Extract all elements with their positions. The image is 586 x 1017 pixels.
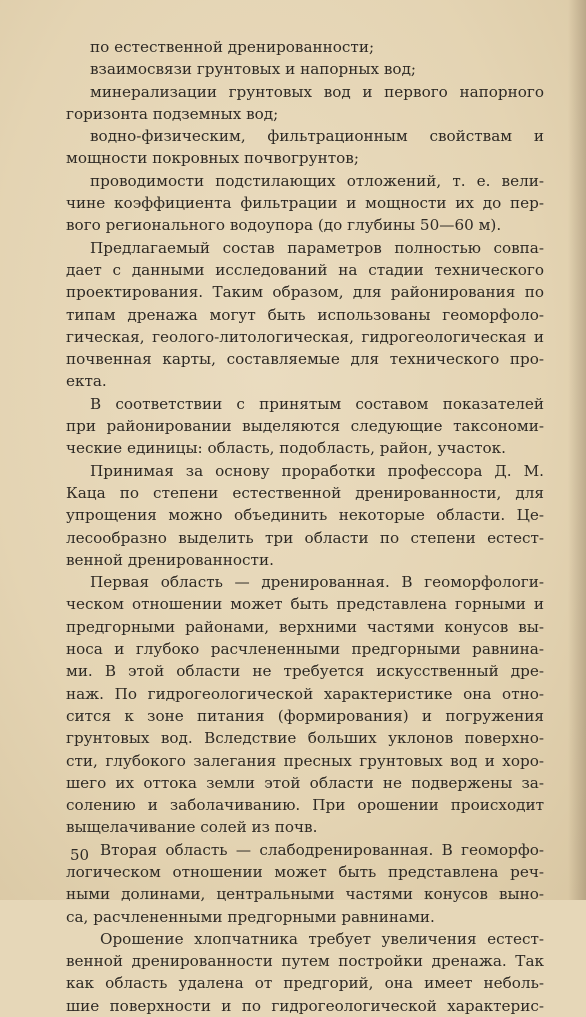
text-line: горизонта подземных вод; (66, 104, 279, 123)
text-line: Принимая за основу проработки профессора Д. М. (90, 461, 544, 480)
text-line: сится к зоне питания (формирования) и погружения (66, 706, 544, 725)
text-line: венной дренированности путем постройки дренажа. Так (66, 952, 544, 971)
text-line: выщелачивание солей из почв. (66, 818, 318, 837)
text-line: шего их оттока земли этой области не подвержены за- (66, 773, 544, 792)
text-line: чине коэффициента фильтрации и мощности их до пер- (66, 194, 544, 213)
text-line: проводимости подстилающих отложений, т. е. вели- (90, 171, 544, 190)
text-line: предгорными районами, верхними частями конусов вы- (66, 617, 544, 636)
body-text (66, 36, 544, 1017)
text-line: шие поверхности и по гидрогеологической характерис- (66, 996, 544, 1015)
text-line: взаимосвязи грунтовых и напорных вод; (90, 60, 417, 79)
text-line: логическом отношении может быть представлена реч- (66, 862, 544, 881)
text-line: В соответствии с принятым составом показателей (90, 394, 544, 413)
text-line: наж. По гидрогеологической характеристике она отно- (66, 684, 544, 703)
text-line: носа и глубоко расчлененными предгорными равнина- (66, 640, 544, 659)
text-line: Орошение хлопчатника требует увеличения естест- (100, 929, 544, 948)
text-line: водно-физическим, фильтрационным свойствам и (90, 127, 544, 146)
text-line: Первая область — дренированная. В геоморфологи- (90, 573, 544, 592)
text-line: дает с данными исследований на стадии технического (66, 260, 544, 279)
text-line: по естественной дренированности; (90, 38, 375, 56)
text-line: почвенная карты, составляемые для технического про- (66, 350, 544, 369)
text-line: Каца по степени естественной дренированности, для (66, 483, 544, 502)
text-line: гическая, геолого-литологическая, гидрогеологическая и (66, 327, 544, 346)
text-line: вого регионального водоупора (до глубины 50—60 м). (66, 216, 502, 235)
text-line: проектирования. Таким образом, для районирования по (66, 283, 544, 302)
text-line: Вторая область — слабодренированная. В геоморфо- (100, 840, 544, 859)
text-line: типам дренажа могут быть использованы геоморфоло- (66, 305, 544, 324)
text-line: ными долинами, центральными частями конусов выно- (66, 885, 544, 904)
text-line: при районировании выделяются следующие таксономи- (66, 417, 544, 436)
text-line: как область удалена от предгорий, она имеет неболь- (66, 974, 544, 993)
text-line: сти, глубокого залегания пресных грунтовых вод и хоро- (66, 751, 544, 770)
text-line: ми. В этой области не требуется искусственный дре- (66, 662, 544, 681)
text-line: грунтовых вод. Вследствие больших уклонов поверхно- (66, 729, 544, 748)
text-line: ческом отношении может быть представлена горными и (66, 595, 544, 614)
text-line: солению и заболачиванию. При орошении происходит (66, 796, 544, 815)
text-line: мощности покровных почвогрунтов; (66, 149, 359, 168)
text-line: Предлагаемый состав параметров полностью совпа- (90, 238, 544, 257)
text-line: венной дренированности. (66, 550, 274, 569)
text-line: упрощения можно объединить некоторые области. Це- (66, 506, 544, 525)
text-line: лесообразно выделить три области по степени естест- (66, 528, 544, 547)
text-line: минерализации грунтовых вод и первого напорного (90, 82, 544, 101)
text-line: екта. (66, 372, 107, 391)
page-number: 50 (70, 846, 90, 864)
text-line: ческие единицы: область, подобласть, район, участок. (66, 439, 506, 458)
text-line: са, расчлененными предгорными равнинами. (66, 907, 435, 926)
